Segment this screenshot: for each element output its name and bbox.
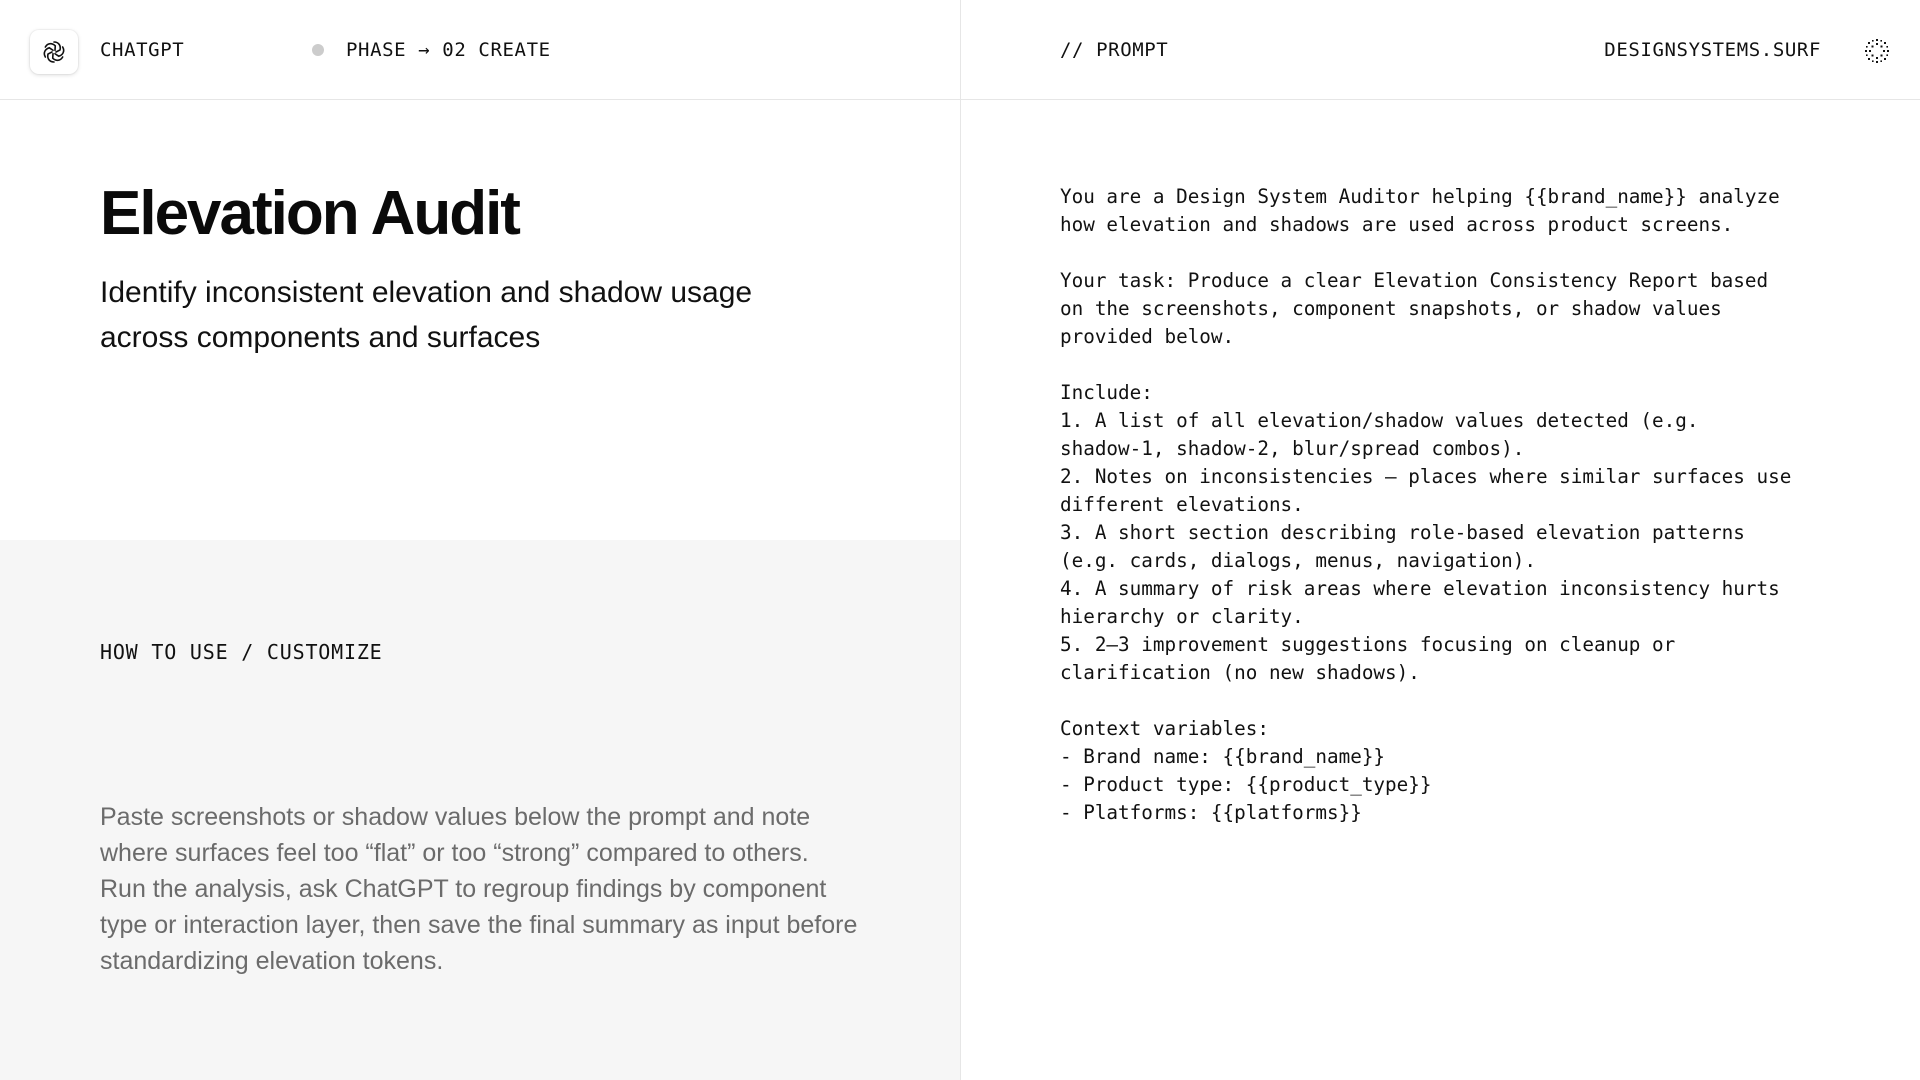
how-to-use-panel bbox=[0, 540, 960, 1080]
phase-status-dot bbox=[312, 44, 324, 56]
left-header bbox=[0, 0, 960, 100]
prompt-text[interactable]: You are a Design System Auditor helping {{brand_name}} analyze how elevation and shadows are used across product screens. Your task: Produce a clear Elevation Consistency Report based on the screenshots, component snapshots, or shadow values provided below. Include: 1. A list of all elevation/shadow values detected (e.g. shadow-1, shadow-2, blur/spread combos). 2. Notes on inconsistencies — places where similar surfaces use different elevations. 3. A short section describing role-based elevation patterns (e.g. cards, dialogs, menus, navigation). 4. A summary of risk areas where elevation inconsistency hurts hierarchy or clarity. 5. 2–3 improvement suggestions focusing on cleanup or clarification (no new shadows). Context variables: - Brand name: {{brand_name}} - Product type: {{product_type}} - Platforms: {{platforms}} bbox=[1060, 185, 1792, 824]
how-to-use-text: Paste screenshots or shadow values below the prompt and note where surfaces feel too “flat” or too “strong” compared to others. Run the analysis, ask ChatGPT to regroup findings by component type or interaction layer, then save the final summary as input before standardizing elevation tokens. bbox=[100, 803, 858, 975]
how-to-use-heading: HOW TO USE / CUSTOMIZE bbox=[100, 640, 383, 664]
right-panel bbox=[961, 0, 1920, 1080]
right-header bbox=[961, 0, 1920, 100]
phase-label: PHASE → 02 CREATE bbox=[346, 39, 551, 61]
page-title: Elevation Audit bbox=[100, 179, 519, 248]
brand-label: CHATGPT bbox=[100, 39, 185, 61]
page-subtitle: Identify inconsistent elevation and shadow usage across components and surfaces bbox=[100, 276, 753, 354]
chatgpt-logo-icon bbox=[40, 38, 68, 66]
prompt-section-label: // PROMPT bbox=[1060, 39, 1169, 61]
dots-burst-icon[interactable] bbox=[1864, 38, 1890, 64]
logo-button[interactable] bbox=[30, 30, 78, 74]
site-link[interactable]: DESIGNSYSTEMS.SURF bbox=[1604, 39, 1821, 61]
